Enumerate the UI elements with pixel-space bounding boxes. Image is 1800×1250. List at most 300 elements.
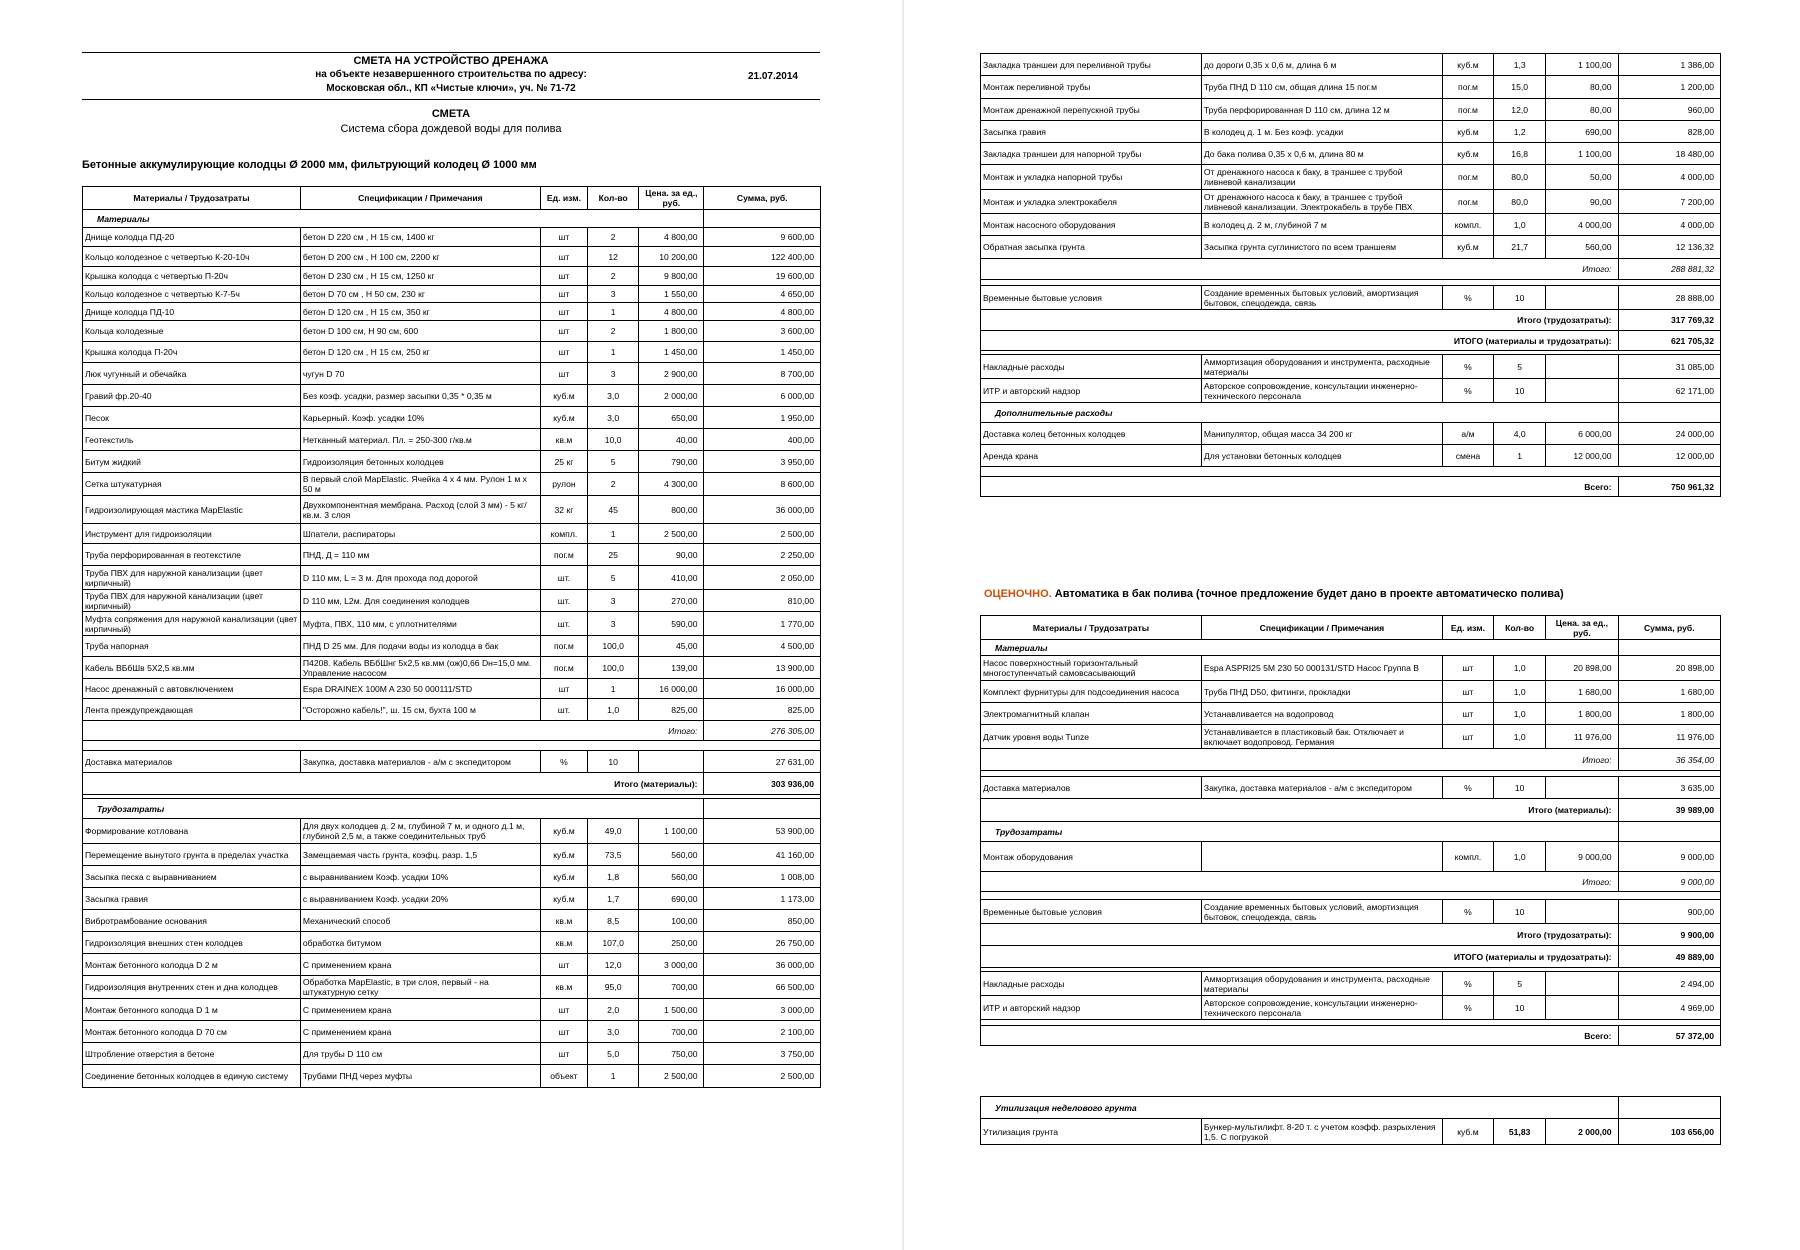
item-sum: 4 500,00 [704, 636, 821, 657]
item-unit: кв.м [540, 429, 587, 451]
subtotal-label: Итого: [981, 259, 1619, 280]
item-spec: Нетканный материал. Пл. = 250-300 г/кв.м [300, 429, 540, 451]
item-sum: 4 969,00 [1618, 996, 1720, 1020]
table-row [83, 544, 821, 566]
item-name: Монтаж дренажной перепускной трубы [981, 99, 1202, 121]
page-right [904, 0, 1800, 1250]
table-row [83, 342, 821, 363]
item-name: ИТР и авторский надзор [981, 996, 1202, 1020]
item-unit: % [1442, 355, 1493, 379]
item-unit: шт [540, 286, 587, 303]
subtotal-value: 303 936,00 [704, 773, 821, 795]
item-sum: 1 950,00 [704, 407, 821, 429]
item-spec: D 110 мм, L2м. Для соединения колодцев [300, 590, 540, 612]
item-sum: 1 173,00 [704, 888, 821, 910]
spacer-cell [83, 741, 821, 751]
item-spec: В колодец д. 2 м, глубиной 7 м [1201, 214, 1442, 236]
item-name: Утилизация грунта [981, 1119, 1202, 1145]
item-sum: 13 900,00 [704, 657, 821, 679]
item-price: 1 500,00 [639, 999, 704, 1021]
item-price: 790,00 [639, 451, 704, 473]
item-unit: кв.м [540, 976, 587, 999]
item-price [639, 751, 704, 773]
item-qty: 73,5 [588, 844, 639, 866]
item-price: 100,00 [639, 910, 704, 932]
item-sum: 1 386,00 [1618, 54, 1720, 76]
header-specs: Спецификации / Примечания [300, 187, 540, 210]
item-spec: В колодец д. 1 м. Без коэф. усадки [1201, 121, 1442, 143]
table-row [83, 699, 821, 721]
item-spec: Авторское сопровождение, консультации инженерно-технического персонала [1201, 996, 1442, 1020]
item-spec: П4208. Кабель ВБбШнг 5х2,5 кв.мм (ож)0,66 Dн=15,0 мм. Управление насосом [300, 657, 540, 679]
item-name: Накладные расходы [981, 355, 1202, 379]
item-unit: шт [540, 342, 587, 363]
item-name: Доставка материалов [83, 751, 301, 773]
table-row [83, 954, 821, 976]
item-sum: 122 400,00 [704, 247, 821, 267]
item-name: Электромагнитный клапан [981, 703, 1202, 725]
item-price: 80,00 [1546, 76, 1618, 99]
item-unit: пог.м [540, 657, 587, 679]
item-price: 10 200,00 [639, 247, 704, 267]
table-row [981, 777, 1721, 799]
item-spec: Трубами ПНД через муфты [300, 1065, 540, 1088]
item-spec: От дренажного насоса к баку, в траншее с трубой ливневой канализации [1201, 165, 1442, 190]
item-unit: куб.м [1442, 143, 1493, 165]
item-unit: пог.м [540, 636, 587, 657]
item-name: Временные бытовые условия [981, 900, 1202, 924]
item-name: Штробление отверстия в бетоне [83, 1043, 301, 1065]
item-sum: 3 750,00 [704, 1043, 821, 1065]
subtotal-label: Итого: [83, 721, 704, 741]
spacer-row [981, 467, 1721, 477]
item-qty: 10 [588, 751, 639, 773]
table-row [83, 451, 821, 473]
item-unit: компл. [1442, 214, 1493, 236]
item-name: Монтаж и укладка электрокабеля [981, 190, 1202, 214]
item-name: Формирование котлована [83, 819, 301, 844]
estimate-subheading: Система сбора дождевой воды для полива [340, 123, 562, 135]
item-qty: 3 [588, 612, 639, 636]
item-spec: Замещаемая часть грунта, коэфц. разр. 1,5 [300, 844, 540, 866]
subtotal-value: 317 769,32 [1618, 310, 1720, 331]
item-sum: 19 600,00 [704, 267, 821, 286]
item-sum: 36 000,00 [704, 496, 821, 524]
item-qty: 1,0 [1494, 214, 1546, 236]
item-name: Монтаж оборудования [981, 842, 1202, 872]
item-name: ИТР и авторский надзор [981, 379, 1202, 403]
subtotal-label: Всего: [981, 477, 1619, 497]
item-unit: а/м [1442, 423, 1493, 445]
item-qty: 95,0 [588, 976, 639, 999]
table-row [981, 423, 1721, 445]
subtotal-value: 36 354,00 [1618, 749, 1720, 771]
subtotal-label: Всего: [981, 1026, 1619, 1046]
table-row [83, 429, 821, 451]
item-unit: 32 кг [540, 496, 587, 524]
item-name: Вибротрамбование основания [83, 910, 301, 932]
item-qty: 51,83 [1494, 1119, 1546, 1145]
item-spec: С применением крана [300, 1021, 540, 1043]
item-price: 2 900,00 [639, 363, 704, 385]
section-label-row [981, 403, 1721, 423]
item-price: 750,00 [639, 1043, 704, 1065]
section-title: Бетонные аккумулирующие колодцы Ø 2000 мм, фильтрующий колодец Ø 1000 мм [82, 159, 537, 171]
item-price: 9 000,00 [1546, 842, 1618, 872]
item-qty: 1,0 [1494, 725, 1546, 749]
item-name: Комплект фурнитуры для подсоединения насоса [981, 681, 1202, 703]
item-spec: Без коэф. усадки, размер засыпки 0,35 * 0,35 м [300, 385, 540, 407]
item-sum: 12 000,00 [1618, 445, 1720, 467]
item-price: 3 000,00 [639, 954, 704, 976]
empty-cell [704, 210, 821, 228]
item-price: 50,00 [1546, 165, 1618, 190]
item-spec: С применением крана [300, 954, 540, 976]
item-spec: В первый слой MapElastic. Ячейка 4 х 4 мм. Рулон 1 м х 50 м [300, 473, 540, 496]
item-qty: 10 [1494, 777, 1546, 799]
document-date: 21.07.2014 [747, 71, 798, 82]
item-spec: ПНД, Д = 110 мм [300, 544, 540, 566]
item-price [1546, 355, 1618, 379]
section-label-row [981, 1097, 1721, 1119]
item-qty: 5 [588, 451, 639, 473]
item-name: Кабель ВБбШв 5Х2,5 кв.мм [83, 657, 301, 679]
item-price [1546, 996, 1618, 1020]
item-spec: бетон D 70 см , H 50 см, 230 кг [300, 286, 540, 303]
table-row [981, 99, 1721, 121]
table-row [83, 524, 821, 544]
item-sum: 41 160,00 [704, 844, 821, 866]
item-unit: шт [1442, 725, 1493, 749]
item-name: Лента преждупреждающая [83, 699, 301, 721]
item-sum: 1 680,00 [1618, 681, 1720, 703]
item-unit: куб.м [1442, 121, 1493, 143]
item-name: Муфта сопряжения для наружной канализации (цвет кирпичный) [83, 612, 301, 636]
item-name: Гидроизоляция внешних стен колодцев [83, 932, 301, 954]
item-price: 2 500,00 [639, 1065, 704, 1088]
subtotal-row [981, 799, 1721, 822]
item-spec: бетон D 120 см , H 15 см, 250 кг [300, 342, 540, 363]
item-name: Засыпка песка с выравниванием [83, 866, 301, 888]
item-sum: 4 000,00 [1618, 214, 1720, 236]
item-unit: объект [540, 1065, 587, 1088]
subtotal-label: Итого: [981, 872, 1619, 892]
table-row [981, 972, 1721, 996]
item-spec: Бункер-мультилифт. 8-20 т. с учетом коэфф. разрыхления 1,5. С погрузкой [1201, 1119, 1442, 1145]
item-name: Временные бытовые условия [981, 286, 1202, 310]
table-row [83, 910, 821, 932]
subtotal-value: 57 372,00 [1618, 1026, 1720, 1046]
item-sum: 66 500,00 [704, 976, 821, 999]
subtotal-label: ИТОГО (материалы и трудозатраты): [981, 331, 1619, 351]
item-sum: 4 650,00 [704, 286, 821, 303]
subtotal-label: Итого (трудозатраты): [981, 924, 1619, 946]
item-unit: шт. [540, 612, 587, 636]
item-qty: 15,0 [1494, 76, 1546, 99]
item-qty: 1 [588, 524, 639, 544]
item-qty: 10 [1494, 286, 1546, 310]
item-qty: 1,0 [1494, 842, 1546, 872]
item-spec: Гидроизоляция бетонных колодцев [300, 451, 540, 473]
item-spec: Для двух колодцев д. 2 м, глубиной 7 м, и одного д.1 м, глубиной 2,5 м, а также соединительных труб [300, 819, 540, 844]
item-qty: 1,7 [588, 888, 639, 910]
table-row [83, 1021, 821, 1043]
item-price [1546, 379, 1618, 403]
item-sum: 27 631,00 [704, 751, 821, 773]
item-qty: 1,0 [1494, 703, 1546, 725]
item-qty: 80,0 [1494, 165, 1546, 190]
table-row [83, 566, 821, 590]
item-unit: куб.м [540, 844, 587, 866]
item-price: 20 898,00 [1546, 656, 1618, 681]
item-name: Геотекстиль [83, 429, 301, 451]
table-row [981, 165, 1721, 190]
item-unit: шт [540, 303, 587, 321]
item-price: 4 800,00 [639, 228, 704, 247]
item-unit: шт. [540, 590, 587, 612]
table-row [83, 303, 821, 321]
item-spec: с выравниванием Коэф. усадки 10% [300, 866, 540, 888]
item-qty: 1,2 [1494, 121, 1546, 143]
item-unit: % [540, 751, 587, 773]
subtotal-row [981, 872, 1721, 892]
item-qty: 12 [588, 247, 639, 267]
header-specs: Спецификации / Примечания [1201, 616, 1442, 640]
subtotal-label: Итого (материалы): [981, 799, 1619, 822]
subtotal-label: Итого: [981, 749, 1619, 771]
empty-cell [704, 799, 821, 819]
item-name: Крышка колодца П-20ч [83, 342, 301, 363]
table-row [83, 866, 821, 888]
item-price: 4 800,00 [639, 303, 704, 321]
item-unit: % [1442, 996, 1493, 1020]
item-sum: 103 656,00 [1618, 1119, 1720, 1145]
item-sum: 1 770,00 [704, 612, 821, 636]
item-name: Гидроизоляция внутренних стен и дна колодцев [83, 976, 301, 999]
section-label: Дополнительные расходы [981, 403, 1619, 423]
item-unit: шт [540, 954, 587, 976]
item-sum: 53 900,00 [704, 819, 821, 844]
item-price: 700,00 [639, 976, 704, 999]
item-spec: Труба ПНД D 110 см, общая длина 15 пог.м [1201, 76, 1442, 99]
header-materials: Материалы / Трудозатраты [981, 616, 1202, 640]
item-qty: 12,0 [1494, 99, 1546, 121]
item-sum: 20 898,00 [1618, 656, 1720, 681]
item-sum: 6 000,00 [704, 385, 821, 407]
item-unit: кв.м [540, 932, 587, 954]
item-qty: 1 [1494, 445, 1546, 467]
item-qty: 10 [1494, 379, 1546, 403]
estimate-flag: ОЦЕНОЧНО. [984, 588, 1052, 600]
item-name: Закладка траншеи для переливной трубы [981, 54, 1202, 76]
subtotal-row [981, 259, 1721, 280]
item-name: Датчик уровня воды Tunze [981, 725, 1202, 749]
item-price: 6 000,00 [1546, 423, 1618, 445]
table-row [981, 286, 1721, 310]
address-detail: Московская обл., КП «Чистые ключи», уч. № 71-72 [326, 83, 576, 94]
item-price: 139,00 [639, 657, 704, 679]
item-unit: шт. [540, 566, 587, 590]
document-title: СМЕТА НА УСТРОЙСТВО ДРЕНАЖА [353, 55, 549, 67]
item-unit: рулон [540, 473, 587, 496]
item-qty: 8,5 [588, 910, 639, 932]
item-qty: 16,8 [1494, 143, 1546, 165]
item-sum: 1 008,00 [704, 866, 821, 888]
table-row [981, 379, 1721, 403]
item-price [1546, 900, 1618, 924]
item-unit: пог.м [1442, 76, 1493, 99]
table-row [83, 932, 821, 954]
subtotal-label: Итого (трудозатраты): [981, 310, 1619, 331]
item-price: 90,00 [639, 544, 704, 566]
item-qty: 45 [588, 496, 639, 524]
item-qty: 5 [1494, 972, 1546, 996]
item-sum: 3 635,00 [1618, 777, 1720, 799]
item-name: Люк чугунный и обечайка [83, 363, 301, 385]
item-price: 560,00 [639, 866, 704, 888]
item-sum: 3 600,00 [704, 321, 821, 342]
item-spec: Закупка, доставка материалов - а/м с экспедитором [1201, 777, 1442, 799]
item-spec: Манипулятор, общая масса 34 200 кг [1201, 423, 1442, 445]
item-price: 1 100,00 [1546, 54, 1618, 76]
item-name: Гидроизолирующая мастика MapElastic [83, 496, 301, 524]
header-unit: Ед. изм. [1442, 616, 1493, 640]
item-name: Труба ПВХ для наружной канализации (цвет кирпичный) [83, 566, 301, 590]
item-spec: Аммортизация оборудования и инструмента, расходные материалы [1201, 355, 1442, 379]
item-unit: пог.м [1442, 190, 1493, 214]
item-spec: D 110 мм, L = 3 м. Для прохода под дорогой [300, 566, 540, 590]
item-price: 4 300,00 [639, 473, 704, 496]
item-unit: смена [1442, 445, 1493, 467]
item-unit: компл. [1442, 842, 1493, 872]
item-unit: шт [540, 679, 587, 699]
empty-cell [1618, 640, 1720, 656]
item-spec: Espa ASPRI25 5M 230 50 000131/STD Насос Группа B [1201, 656, 1442, 681]
item-qty: 3 [588, 286, 639, 303]
table-row [981, 54, 1721, 76]
item-unit: шт [540, 1043, 587, 1065]
item-unit: шт [1442, 656, 1493, 681]
item-unit: шт [540, 321, 587, 342]
item-spec: Espa DRAINEX 100M A 230 50 000111/STD [300, 679, 540, 699]
item-unit: пог.м [1442, 99, 1493, 121]
item-sum: 2 250,00 [704, 544, 821, 566]
subtotal-value: 9 900,00 [1618, 924, 1720, 946]
table-row [83, 247, 821, 267]
item-price: 690,00 [1546, 121, 1618, 143]
table-row [83, 679, 821, 699]
item-price: 2 000,00 [639, 385, 704, 407]
item-price: 825,00 [639, 699, 704, 721]
item-name: Труба ПВХ для наружной канализации (цвет кирпичный) [83, 590, 301, 612]
item-spec: бетон D 220 см , H 15 см, 1400 кг [300, 228, 540, 247]
item-unit: куб.м [540, 866, 587, 888]
item-sum: 9 000,00 [1618, 842, 1720, 872]
item-price: 90,00 [1546, 190, 1618, 214]
table-row [83, 363, 821, 385]
item-spec: Устанавливается на водопровод [1201, 703, 1442, 725]
item-name: Труба перфорированная в геотекстиле [83, 544, 301, 566]
spacer-cell [981, 467, 1721, 477]
item-spec: Авторское сопровождение, консультации инженерно-технического персонала [1201, 379, 1442, 403]
item-unit: пог.м [1442, 165, 1493, 190]
item-qty: 80,0 [1494, 190, 1546, 214]
item-price: 1 550,00 [639, 286, 704, 303]
item-sum: 16 000,00 [704, 679, 821, 699]
item-sum: 9 600,00 [704, 228, 821, 247]
table-row [83, 267, 821, 286]
table-row [83, 1065, 821, 1088]
item-price: 4 000,00 [1546, 214, 1618, 236]
table-row [981, 190, 1721, 214]
item-spec: бетон D 200 см , H 100 см, 2200 кг [300, 247, 540, 267]
section-label-row [83, 210, 821, 228]
item-unit: куб.м [540, 888, 587, 910]
item-qty: 3,0 [588, 1021, 639, 1043]
table-row [83, 612, 821, 636]
item-name: Доставка материалов [981, 777, 1202, 799]
table-row [83, 385, 821, 407]
item-qty: 1,0 [1494, 656, 1546, 681]
item-name: Сетка штукатурная [83, 473, 301, 496]
item-name: Насос поверхностный горизонтальный многоступенчатый самовсасывающий [981, 656, 1202, 681]
item-spec: Карьерный. Коэф. усадки 10% [300, 407, 540, 429]
item-price: 1 100,00 [1546, 143, 1618, 165]
header-qty: Кол-во [1494, 616, 1546, 640]
item-name: Соединение бетонных колодцев в единую систему [83, 1065, 301, 1088]
table-header-row [83, 187, 821, 210]
item-sum: 400,00 [704, 429, 821, 451]
item-qty: 3 [588, 363, 639, 385]
item-spec [1201, 842, 1442, 872]
item-qty: 10 [1494, 900, 1546, 924]
item-price: 590,00 [639, 612, 704, 636]
soil-disposal-table [980, 1096, 1721, 1145]
header-unit: Ед. изм. [540, 187, 587, 210]
item-qty: 1 [588, 1065, 639, 1088]
item-name: Аренда крана [981, 445, 1202, 467]
item-qty: 1 [588, 342, 639, 363]
subtotal-row [981, 749, 1721, 771]
item-sum: 18 480,00 [1618, 143, 1720, 165]
item-price: 1 450,00 [639, 342, 704, 363]
item-spec: ПНД D 25 мм. Для подачи воды из колодца в бак [300, 636, 540, 657]
subtotal-value: 276 305,00 [704, 721, 821, 741]
item-name: Инструмент для гидроизоляции [83, 524, 301, 544]
item-unit: шт [540, 1021, 587, 1043]
item-unit: шт [1442, 703, 1493, 725]
item-unit: пог.м [540, 544, 587, 566]
subtotal-value: 9 000,00 [1618, 872, 1720, 892]
table-header-row [981, 616, 1721, 640]
item-price: 9 800,00 [639, 267, 704, 286]
item-sum: 31 085,00 [1618, 355, 1720, 379]
item-qty: 1,0 [1494, 681, 1546, 703]
table-row [981, 900, 1721, 924]
subtotal-row [981, 310, 1721, 331]
item-qty: 12,0 [588, 954, 639, 976]
item-price: 270,00 [639, 590, 704, 612]
item-sum: 3 000,00 [704, 999, 821, 1021]
item-sum: 24 000,00 [1618, 423, 1720, 445]
table-row [981, 121, 1721, 143]
item-name: Монтаж бетонного колодца D 70 см [83, 1021, 301, 1043]
table-row [83, 473, 821, 496]
item-qty: 2 [588, 473, 639, 496]
item-spec: "Осторожно кабель!", ш. 15 см, бухта 100 м [300, 699, 540, 721]
table-row [83, 636, 821, 657]
item-qty: 5,0 [588, 1043, 639, 1065]
